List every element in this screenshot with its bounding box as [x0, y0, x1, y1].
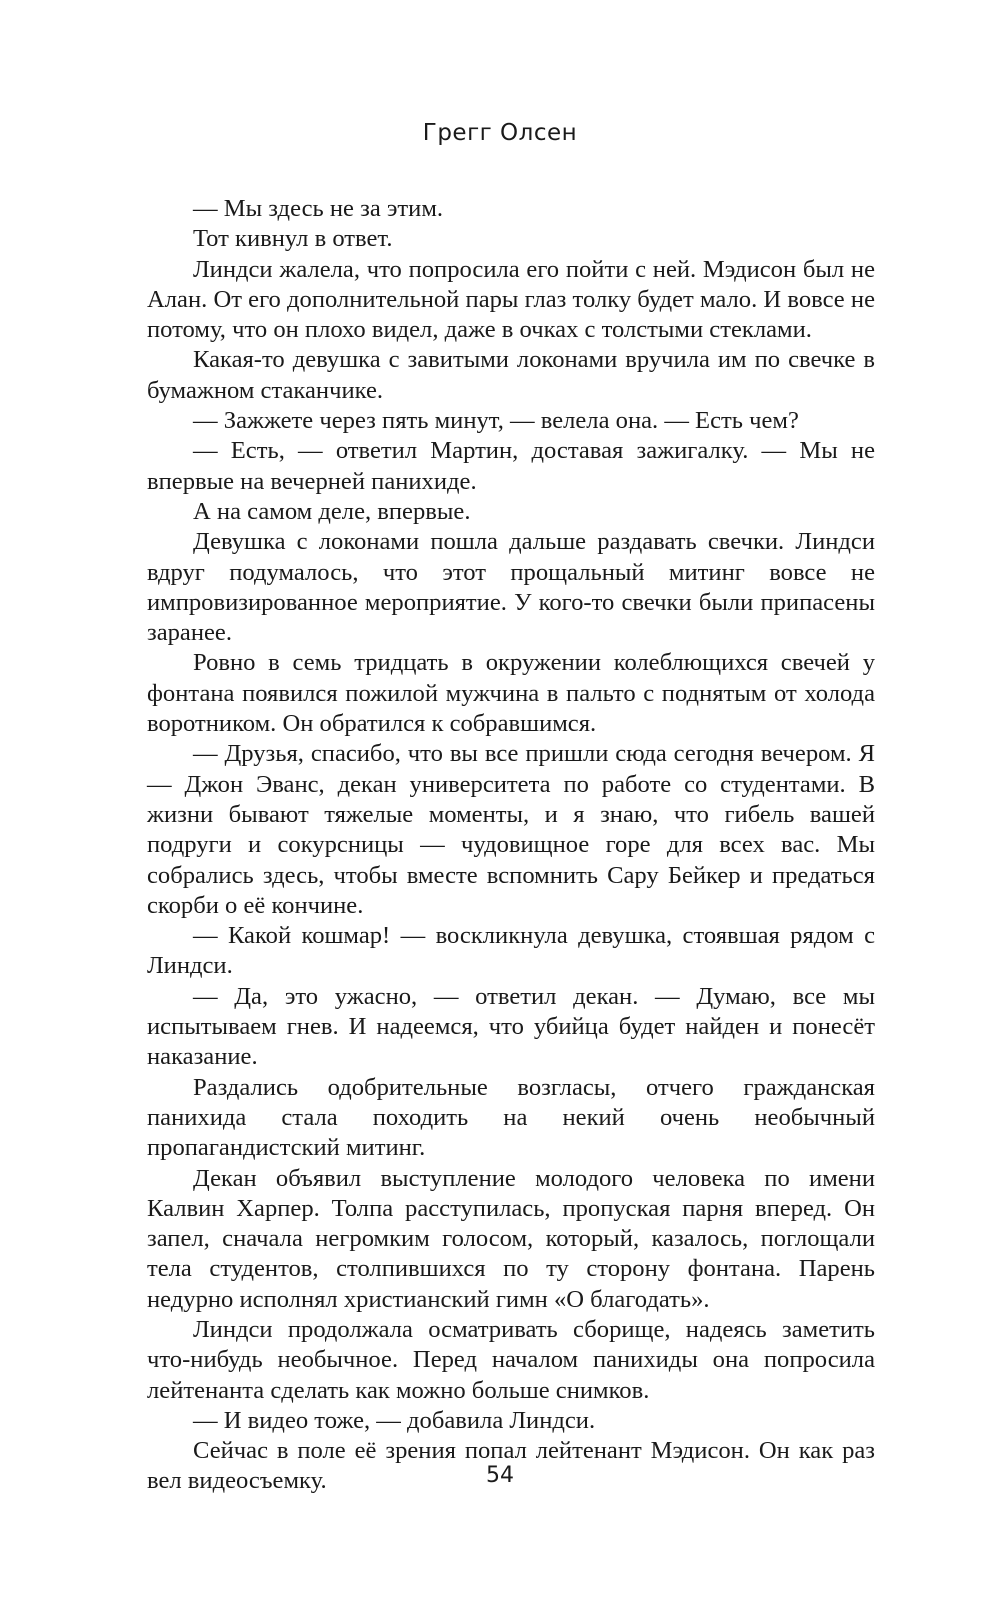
paragraph: Линдси жалела, что попросила его пойти с ней. Мэдисон был не Алан. От его дополнительной пары глаз толку будет мало. И вовсе не потому, что он плохо видел, даже в очках с толстыми стеклами.	[147, 255, 875, 344]
body-text	[147, 194, 875, 1497]
paragraph: Линдси продолжала осматривать сборище, надеясь заметить что-нибудь необычное. Перед началом панихиды она попросила лейтенанта сделать как можно больше снимков.	[147, 1315, 875, 1404]
paragraph: — Да, это ужасно, — ответил декан. — Думаю, все мы испытываем гнев. И надеемся, что убийца будет найден и понесёт наказание.	[147, 982, 875, 1071]
paragraph: Декан объявил выступление молодого человека по имени Калвин Харпер. Толпа расступилась, пропуская парня вперед. Он запел, сначала негромким голосом, который, казалось, поглощали тела студентов, столпившихся по ту сторону фонтана. Парень недурно исполнял христианский гимн «О благодать».	[147, 1164, 875, 1313]
paragraph: — Какой кошмар! — воскликнула девушка, стоявшая рядом с Линдси.	[147, 922, 875, 980]
page-number: 54	[486, 1463, 514, 1488]
paragraph: — И видео тоже, — добавила Линдси.	[193, 1406, 596, 1434]
paragraph: Девушка с локонами пошла дальше раздавать свечки. Линдси вдруг подумалось, что этот прощальный митинг вовсе не импровизированное мероприятие. У кого-то свечки были припасены заранее.	[147, 528, 875, 647]
paragraph: Какая-то девушка с завитыми локонами вручила им по свечке в бумажном стаканчике.	[147, 346, 875, 404]
paragraph: — Зажжете через пять минут, — велела она. — Есть чем?	[193, 407, 799, 435]
paragraph: — Друзья, спасибо, что вы все пришли сюда сегодня вечером. Я — Джон Эванс, декан университета по работе со студентами. В жизни бывают тяжелые моменты, и я знаю, что гибель вашей подруги и сокурсницы — чудовищное горе для всех вас. Мы собрались здесь, чтобы вместе вспомнить Сару Бейкер и предаться скорби о её кончине.	[147, 740, 875, 919]
paragraph: — Есть, — ответил Мартин, доставая зажигалку. — Мы не впервые на вечерней панихиде.	[147, 437, 875, 495]
paragraph: — Мы здесь не за этим.	[193, 195, 444, 222]
paragraph: Сейчас в поле её зрения попал лейтенант Мэдисон. Он как раз вел видеосъемку.	[147, 1437, 875, 1495]
paragraph: Тот кивнул в ответ.	[193, 225, 393, 253]
paragraph: Ровно в семь тридцать в окружении колеблющихся свечей у фонтана появился пожилой мужчина в пальто с поднятым от холода воротником. Он обратился к собравшимся.	[147, 649, 875, 738]
paragraph: Раздались одобрительные возгласы, отчего гражданская панихида стала походить на некий очень необычный пропагандистский митинг.	[147, 1073, 875, 1162]
running-head-author: Грегг Олсен	[422, 120, 578, 146]
paragraph: А на самом деле, впервые.	[193, 497, 471, 525]
